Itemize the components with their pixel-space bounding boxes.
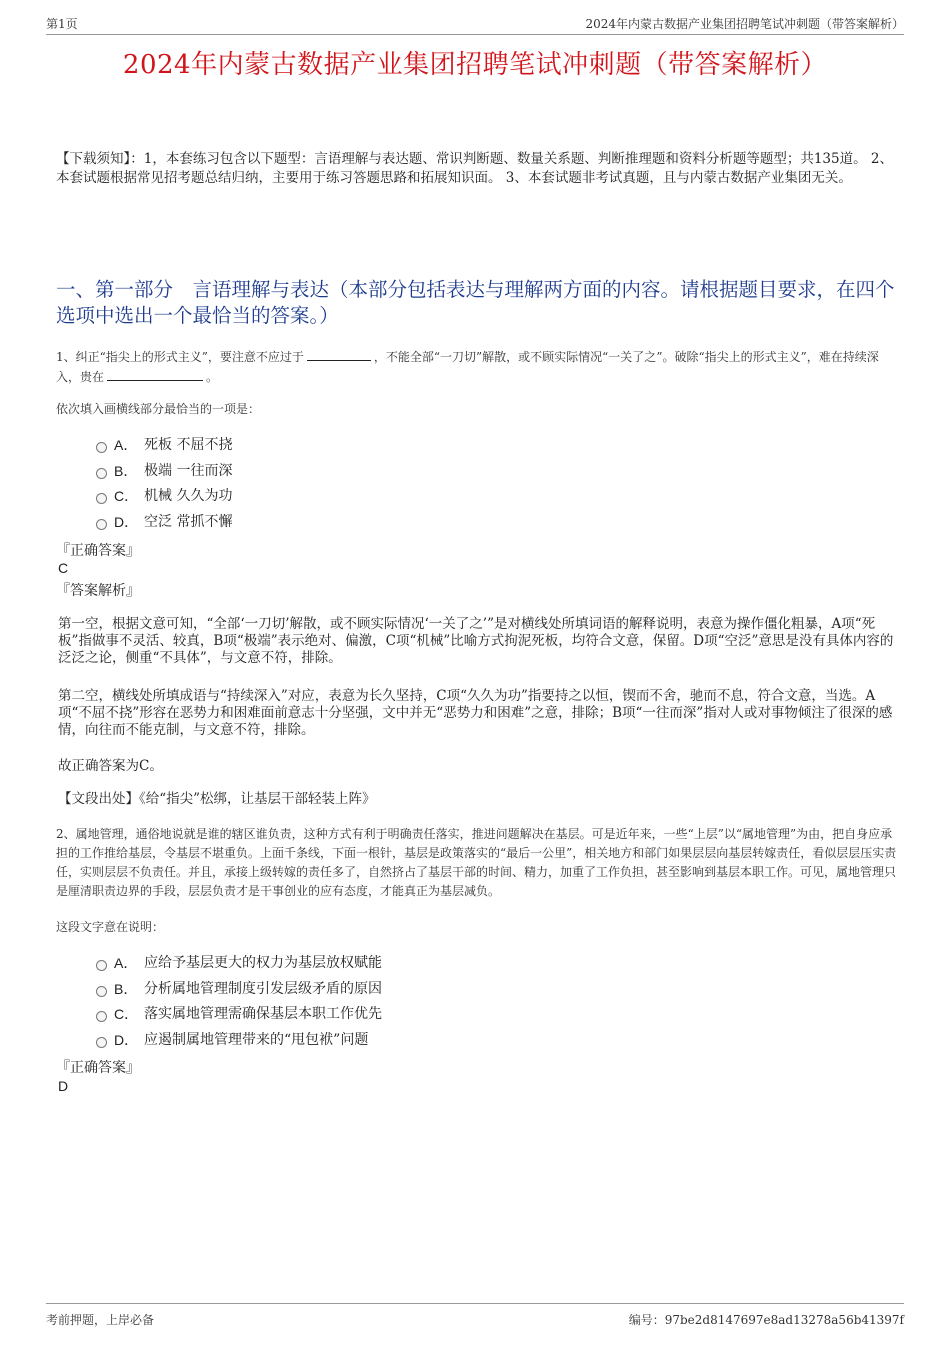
- radio-icon[interactable]: [96, 1037, 107, 1048]
- radio-icon[interactable]: [96, 986, 107, 997]
- question-1-options: [96, 433, 796, 535]
- q1-source: 【文段出处】《给“指尖”松绑，让基层干部轻装上阵》: [58, 791, 376, 807]
- q1-text-b: ，不能全部“一刀切”解散，或不顾实际情况“一关了之”。破除“指尖上的形式主义”，难在持续深入，贵在: [56, 350, 879, 384]
- q1-text-c: 。: [206, 370, 219, 384]
- q2-answer-label: 『正确答案』: [56, 1060, 140, 1076]
- radio-icon[interactable]: [96, 442, 107, 453]
- radio-icon[interactable]: [96, 519, 107, 530]
- q1-analysis-conclusion: 故正确答案为C。: [58, 758, 163, 774]
- q2-option-a[interactable]: A． 应给予基层更大的权力为基层放权赋能: [96, 951, 796, 977]
- q1-analysis-paragraph-1: 第一空，根据文意可知，“全部‘一刀切’解散，或不顾实际情况‘一关了之’”是对横线处所填词语的解释说明，表意为操作僵化粗暴，A项“死板”指做事不灵活、较真，B项“极端”表示绝对、偏激，C项“机械”比喻方式拘泥死板，均符合文意，保留。D项“空泛”意思是没有具体内容的泛泛之论，侧重“不具体”，与文意不符，排除。: [58, 616, 894, 666]
- q1-option-d[interactable]: D． 空泛 常抓不懈: [96, 510, 796, 536]
- q1-option-b[interactable]: B． 极端 一往而深: [96, 459, 796, 485]
- question-2-stem: 2、属地管理，通俗地说就是谁的辖区谁负责，这种方式有利于明确责任落实，推进问题解决在基层。可是近年来，一些“上层”以“属地管理”为由，把自身应承担的工作推给基层，令基层不堪重负。上面千条线，下面一根针，基层是政策落实的“最后一公里”，相关地方和部门如果层层向基层转嫁责任，看似层层压实责任，实则层层不负责任。并且，承接上级转嫁的责任多了，自然挤占了基层干部的时间、精力，加重了工作负担，甚至影响到基层本职工作。可见，属地管理只是厘清职责边界的手段，层层负责才是干事创业的应有态度，才能真正为基层减负。: [56, 827, 897, 898]
- q1-answer-label: 『正确答案』: [56, 543, 140, 559]
- section-title: 一、第一部分 言语理解与表达（本部分包括表达与理解两方面的内容。请根据题目要求，在四个选项中选出一个最恰当的答案。）: [56, 278, 895, 327]
- q1-option-c[interactable]: C． 机械 久久为功: [96, 484, 796, 510]
- question-2-prompt: 这段文字意在说明：: [56, 920, 165, 934]
- page-title: 2024年内蒙古数据产业集团招聘笔试冲刺题（带答案解析）: [122, 50, 828, 80]
- footer-serial: 编号：97be2d8147697e8ad13278a56b41397f: [628, 1313, 904, 1327]
- q1-option-a[interactable]: A． 死板 不屈不挠: [96, 433, 796, 459]
- radio-icon[interactable]: [96, 1011, 107, 1022]
- q2-answer: D: [58, 1078, 69, 1094]
- q1-analysis-label: 『答案解析』: [56, 583, 140, 599]
- question-1-stem: [56, 347, 902, 387]
- radio-icon[interactable]: [96, 468, 107, 479]
- q1-analysis-paragraph-2: 第二空，横线处所填成语与“持续深入”对应，表意为长久坚持，C项“久久为功”指要持之以恒，锲而不舍，驰而不息，符合文意，当选。A项“不屈不挠”形容在恶势力和困难面前意志十分坚强，文中并无“恶势力和困难”之意，排除；B项“一往而深”指对人或对事物倾注了很深的感情，向往而不能克制，与文意不符，排除。: [58, 688, 893, 738]
- page-footer: [46, 1303, 904, 1328]
- q2-option-c[interactable]: C． 落实属地管理需确保基层本职工作优先: [96, 1002, 796, 1028]
- radio-icon[interactable]: [96, 493, 107, 504]
- header-doc-title: 2024年内蒙古数据产业集团招聘笔试冲刺题（带答案解析）: [585, 17, 904, 31]
- radio-icon[interactable]: [96, 960, 107, 971]
- page-number: 第1页: [46, 17, 78, 31]
- q2-option-b[interactable]: B． 分析属地管理制度引发层级矛盾的原因: [96, 977, 796, 1003]
- q2-option-d[interactable]: D． 应遏制属地管理带来的“甩包袱”问题: [96, 1028, 796, 1054]
- page-header: [46, 14, 904, 35]
- footer-slogan: 考前押题，上岸必备: [46, 1313, 155, 1327]
- question-2-options: [96, 951, 796, 1053]
- question-1-prompt: 依次填入画横线部分最恰当的一项是：: [56, 402, 261, 416]
- download-notice: 【下载须知】：1，本套练习包含以下题型：言语理解与表达题、常识判断题、数量关系题、判断推理题和资料分析题等题型；共135道。 2、本套试题根据常见招考题总结归纳，主要用于练习答题思路和拓展知识面。 3、本套试题非考试真题，且与内蒙古数据产业集团无关。: [56, 151, 893, 186]
- q1-text-a: 1、纠正“指尖上的形式主义”，要注意不应过于: [56, 350, 304, 364]
- q1-answer: C: [58, 560, 69, 576]
- q1-blank-1: [307, 347, 371, 361]
- q1-blank-2: [107, 367, 203, 381]
